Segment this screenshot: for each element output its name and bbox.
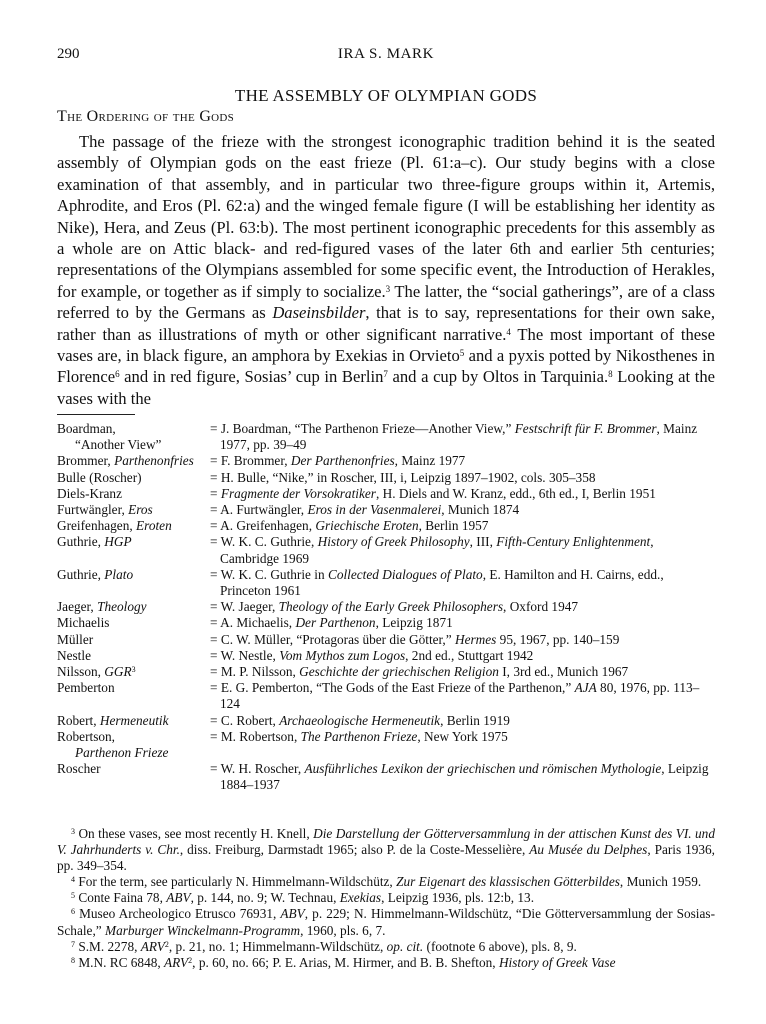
footnote-ref: 5	[459, 348, 465, 359]
abbreviation-row: Müller = C. W. Müller, “Protagoras über die Götter,” Hermes 95, 1967, pp. 140–159	[57, 631, 620, 647]
abbreviation-row: Bulle (Roscher) = H. Bulle, “Nike,” in Roscher, III, i, Leipzig 1897–1902, cols. 305–358	[57, 469, 596, 485]
abbreviation-row: Michaelis = A. Michaelis, Der Parthenon, Leipzig 1871	[57, 615, 453, 631]
abbreviation-row: Robert, Hermeneutik = C. Robert, Archaeologische Hermeneutik, Berlin 1919	[57, 712, 510, 728]
abbreviation-row: Nilsson, GGR$^3$ = M. P. Nilsson, Geschichte der griechischen Religion I, 3rd ed., Munich 1967	[57, 664, 629, 680]
footnote-ref: 4	[506, 326, 511, 337]
abbreviation-row: Guthrie, HGP = W. K. C. Guthrie, History of Greek Philosophy, III, Fifth-Century Enlightenment, Cambridge 1969	[57, 534, 654, 566]
abbreviation-row: Guthrie, Plato = W. K. C. Guthrie in Collected Dialogues of Plato, E. Hamilton and H. Cairns, edd., Princeton 1961	[57, 566, 664, 599]
footnote: $^4$ For the term, see particularly N. Himmelmann-Wildschütz, Zur Eigenart des klassischen Götterbildes, Munich 1959.	[71, 874, 702, 890]
abbreviation-row: Pemberton = E. G. Pemberton, “The Gods of the East Frieze of the Parthenon,” AJA 80, 1976, pp. 113–124	[57, 680, 700, 712]
footnote-ref: 8	[608, 369, 613, 380]
footnote-rule	[57, 414, 135, 415]
section-title: THE ASSEMBLY OF OLYMPIAN GODS	[234, 86, 538, 105]
footnote: $^3$ On these vases, see most recently H. Knell, Die Darstellung der Götterversammlung in der attischen Kunst des VI. und V. Jahrhunderts v. Chr., diss. Freiburg, Darmstadt 1965; also P. de la Coste-Messelière, Au Musée du Delphes, Paris 1936, pp. 349–354.	[57, 826, 715, 874]
footnote: $^7$ S.M. 2278, ARV$^2$, p. 21, no. 1; Himmelmann-Wildschütz, op. cit. (footnote 6 above), pls. 8, 9.	[71, 938, 577, 954]
abbreviations-list	[57, 421, 715, 794]
abbreviation-row: Nestle = W. Nestle, Vom Mythos zum Logos, 2nd ed., Stuttgart 1942	[57, 647, 534, 663]
running-head	[57, 46, 715, 66]
abbreviation-row: Robertson, Parthenon Frieze = M. Robertson, The Parthenon Frieze, New York 1975	[57, 728, 508, 761]
page-number: 290	[57, 46, 80, 62]
abbreviation-row: Furtwängler, Eros = A. Furtwängler, Eros in der Vasenmalerei, Munich 1874	[57, 502, 520, 518]
abbreviation-row: Boardman, “Another View” = J. Boardman, “The Parthenon Frieze—Another View,” Festschrift für F. Brommer, Mainz 1977, pp. 39–49	[57, 421, 698, 453]
subsection-title: The Ordering of the Gods	[57, 108, 235, 125]
footnote-ref: 7	[383, 369, 388, 380]
footnote: $^6$ Museo Archeologico Etrusco 76931, ABV, p. 229; N. Himmelmann-Wildschütz, “Die Götterversammlung der Sosias-Schale,” Marburger Winckelmann-Programm, 1960, pls. 6, 7.	[57, 906, 715, 938]
footnote: $^5$ Conte Faina 78, ABV, p. 144, no. 9; W. Technau, Exekias, Leipzig 1936, pls. 12:b, 13.	[71, 890, 535, 906]
abbreviation-row: Brommer, Parthenonfries = F. Brommer, Der Parthenonfries, Mainz 1977	[57, 453, 466, 469]
footnotes	[57, 826, 715, 971]
body-paragraph: The passage of the frieze with the strongest iconographic tradition behind it is the seated assembly of Olympian gods on the east frieze (Pl. 61:a–c). Our study begins with a close examination of that assembly, and in particular two three-figure groups within it, Artemis, Aphrodite, and Eros (Pl. 62:a) and the winged female figure (I will be establishing her identity as Nike), Hera, and Zeus (Pl. 63:b). The most pertinent iconographic precedents for this assembly as a whole are on Attic black- and red-figured vases of the later 6th and earlier 5th centuries; representations of the Olympians assembled for some specific event, the Introduction of Herakles, for example, or together as if simply to socialize.$^3$ The latter, the “social gatherings”, are of a class referred to by the Germans as Daseinsbilder, that is to say, representations for their own sake, rather than as illustrations of myth or other significant narrative.$^4$ The most important of these vases are, in black figure, an amphora by Exekias in Orvieto$^5$ and a pyxis potted by Nikosthenes in Florence$^6$ and in red figure, Sosias’ cup in Berlin$^7$ and a cup by Oltos in Tarquinia.$^8$ Looking at the vases with the	[57, 132, 715, 408]
abbreviation-row: Greifenhagen, Eroten = A. Greifenhagen, Griechische Eroten, Berlin 1957	[57, 518, 489, 534]
abbreviation-row: Jaeger, Theology = W. Jaeger, Theology of the Early Greek Philosophers, Oxford 1947	[57, 599, 579, 615]
running-head-author: IRA S. MARK	[337, 46, 435, 62]
abbreviation-row: Diels-Kranz = Fragmente der Vorsokratiker, H. Diels and W. Kranz, edd., 6th ed., I, Berlin 1951	[57, 485, 656, 501]
footnote: $^8$ M.N. RC 6848, ARV$^2$, p. 60, no. 66; P. E. Arias, M. Hirmer, and B. B. Shefton, History of Greek Vase	[71, 954, 616, 970]
footnote-ref: 3	[385, 283, 391, 294]
footnote-ref: 6	[115, 369, 120, 380]
abbreviation-row: Roscher = W. H. Roscher, Ausführliches Lexikon der griechischen und römischen Mythologie, Leipzig 1884–1937	[57, 761, 709, 793]
